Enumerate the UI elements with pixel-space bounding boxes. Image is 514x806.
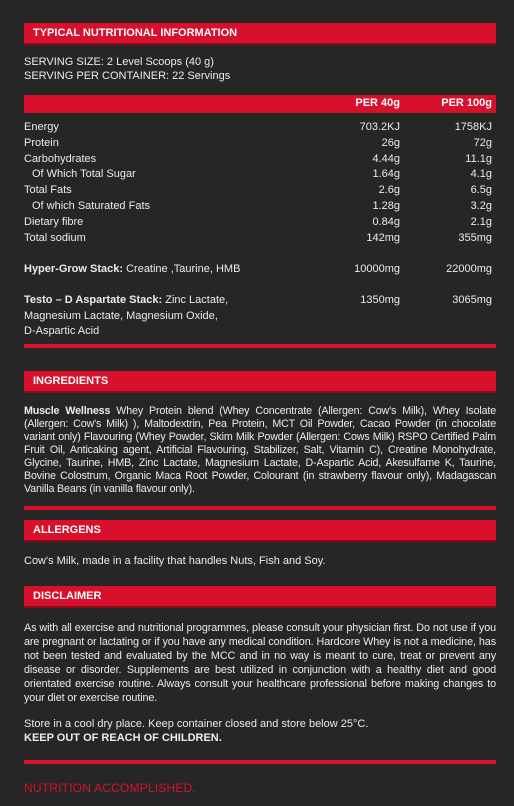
serving-per-container: SERVING PER CONTAINER: 22 Servings [24, 70, 231, 82]
row-label: Of which Saturated Fats [32, 200, 150, 212]
row-value-100g: 3065mg [452, 294, 492, 306]
row-value-40g: 1350mg [360, 294, 400, 306]
row-label: Energy [24, 121, 59, 133]
row-value-40g: 1.28g [372, 200, 400, 212]
row-value-100g: 4.1g [470, 168, 492, 180]
table-row [24, 216, 496, 229]
stack-name: Hyper-Grow Stack: [24, 263, 124, 275]
stack-desc: Creatine ,Taurine, HMB [126, 263, 241, 275]
row-value-100g: 22000mg [446, 263, 492, 275]
section-divider [24, 760, 496, 764]
row-label: Dietary fibre [24, 216, 84, 228]
stack-label [24, 263, 240, 276]
stack-desc-line: D-Aspartic Acid [24, 325, 100, 337]
column-per-40g: PER 40g [355, 97, 400, 109]
stack-desc-line: Magnesium Lactate, Magnesium Oxide, [24, 310, 218, 322]
row-value-100g: 6.5g [470, 184, 492, 196]
stack-name: Testo – D Aspartate Stack: [24, 294, 163, 306]
row-value-100g: 11.1g [465, 153, 492, 165]
table-column-header [24, 95, 496, 113]
disclaimer-text: As with all exercise and nutritional programmes, please consult your physician first. Do not use if you are pregnant or lactating or if you have any medical condition. Hardcore Whey is not a medicine, has not been tested and evaluated by the MCC and in no way is meant to cure, treat or prevent any disease or disorder. Supplements are best utilized in conjunction with a healthy diet and good orientated exercise routine. Always consult your healthcare professional before making changes to your diet or exercise routine. [24, 622, 496, 704]
allergens-text: Cow's Milk, made in a facility that handles Nuts, Fish and Soy. [24, 555, 326, 567]
testo-stack-row [24, 294, 496, 307]
row-label: Protein [24, 137, 59, 149]
disclaimer-header: DISCLAIMER [24, 586, 496, 608]
row-label: Carbohydrates [24, 153, 97, 165]
storage-text: Store in a cool dry place. Keep container closed and store below 25°C. [24, 718, 369, 730]
row-value-100g: 2.1g [470, 216, 492, 228]
table-row [24, 200, 496, 213]
table-row [24, 153, 496, 166]
row-value-40g: 2.6g [378, 184, 400, 196]
row-value-40g: 4.44g [372, 153, 400, 165]
ingredients-text [24, 405, 496, 496]
stack-label [24, 294, 228, 307]
row-value-100g: 72g [473, 137, 492, 149]
row-value-40g: 26g [381, 137, 400, 149]
table-row [24, 184, 496, 197]
ingredient-list: Whey Protein blend (Whey Concentrate (Allergen: Cow's Milk), Whey Isolate (Allergen: Cow's Milk) ), Maltodextrin, Pea Protein, MCT Oil Powder, Cacao Powder (in chocolate variant only) Flavouring (Whey Powder, Skim Milk Powder (Allergen: Cows Milk) RSPO Certified Palm Fruit Oil, Anticaking agent, Artificial Flavouring, Stabilizer, Salt, Vitamin C), Creatine Monohydrate, Glycine, Taurine, HMB, Zinc Lactate, Magnesium Lactate, D-Aspartic Acid, Akesulfame K, Taurine, Bovine Colostrum, Organic Maca Root Powder, Colourant (in strawberry flavour only), Madagascan Vanilla Beans (in vanilla flavour only). [24, 405, 497, 495]
row-value-40g: 10000mg [354, 263, 400, 275]
row-value-40g: 1.64g [372, 168, 400, 180]
warning-text: KEEP OUT OF REACH OF CHILDREN. [24, 732, 222, 744]
row-value-40g: 142mg [366, 232, 400, 244]
serving-size: SERVING SIZE: 2 Level Scoops (40 g) [24, 56, 214, 68]
row-value-40g: 0.84g [372, 216, 400, 228]
table-row [24, 121, 496, 134]
row-label: Total sodium [24, 232, 86, 244]
footer-tagline: NUTRITION ACCOMPLISHED. [24, 781, 196, 795]
table-row [24, 168, 496, 181]
row-value-100g: 355mg [458, 232, 492, 244]
stack-desc: Zinc Lactate, [165, 294, 229, 306]
nutrition-header: TYPICAL NUTRITIONAL INFORMATION [24, 23, 496, 45]
hyper-grow-stack-row [24, 263, 496, 276]
section-divider [24, 506, 496, 510]
column-per-100g: PER 100g [441, 97, 492, 109]
section-divider [24, 344, 496, 348]
allergens-header: ALLERGENS [24, 520, 496, 542]
table-row [24, 137, 496, 150]
table-row [24, 232, 496, 245]
ingredients-header: INGREDIENTS [24, 371, 496, 393]
row-value-100g: 3.2g [470, 200, 492, 212]
row-value-100g: 1758KJ [454, 121, 492, 133]
row-value-40g: 703.2KJ [359, 121, 400, 133]
row-label: Of Which Total Sugar [32, 168, 136, 180]
row-label: Total Fats [24, 184, 72, 196]
brand-name: Muscle Wellness [24, 405, 111, 417]
